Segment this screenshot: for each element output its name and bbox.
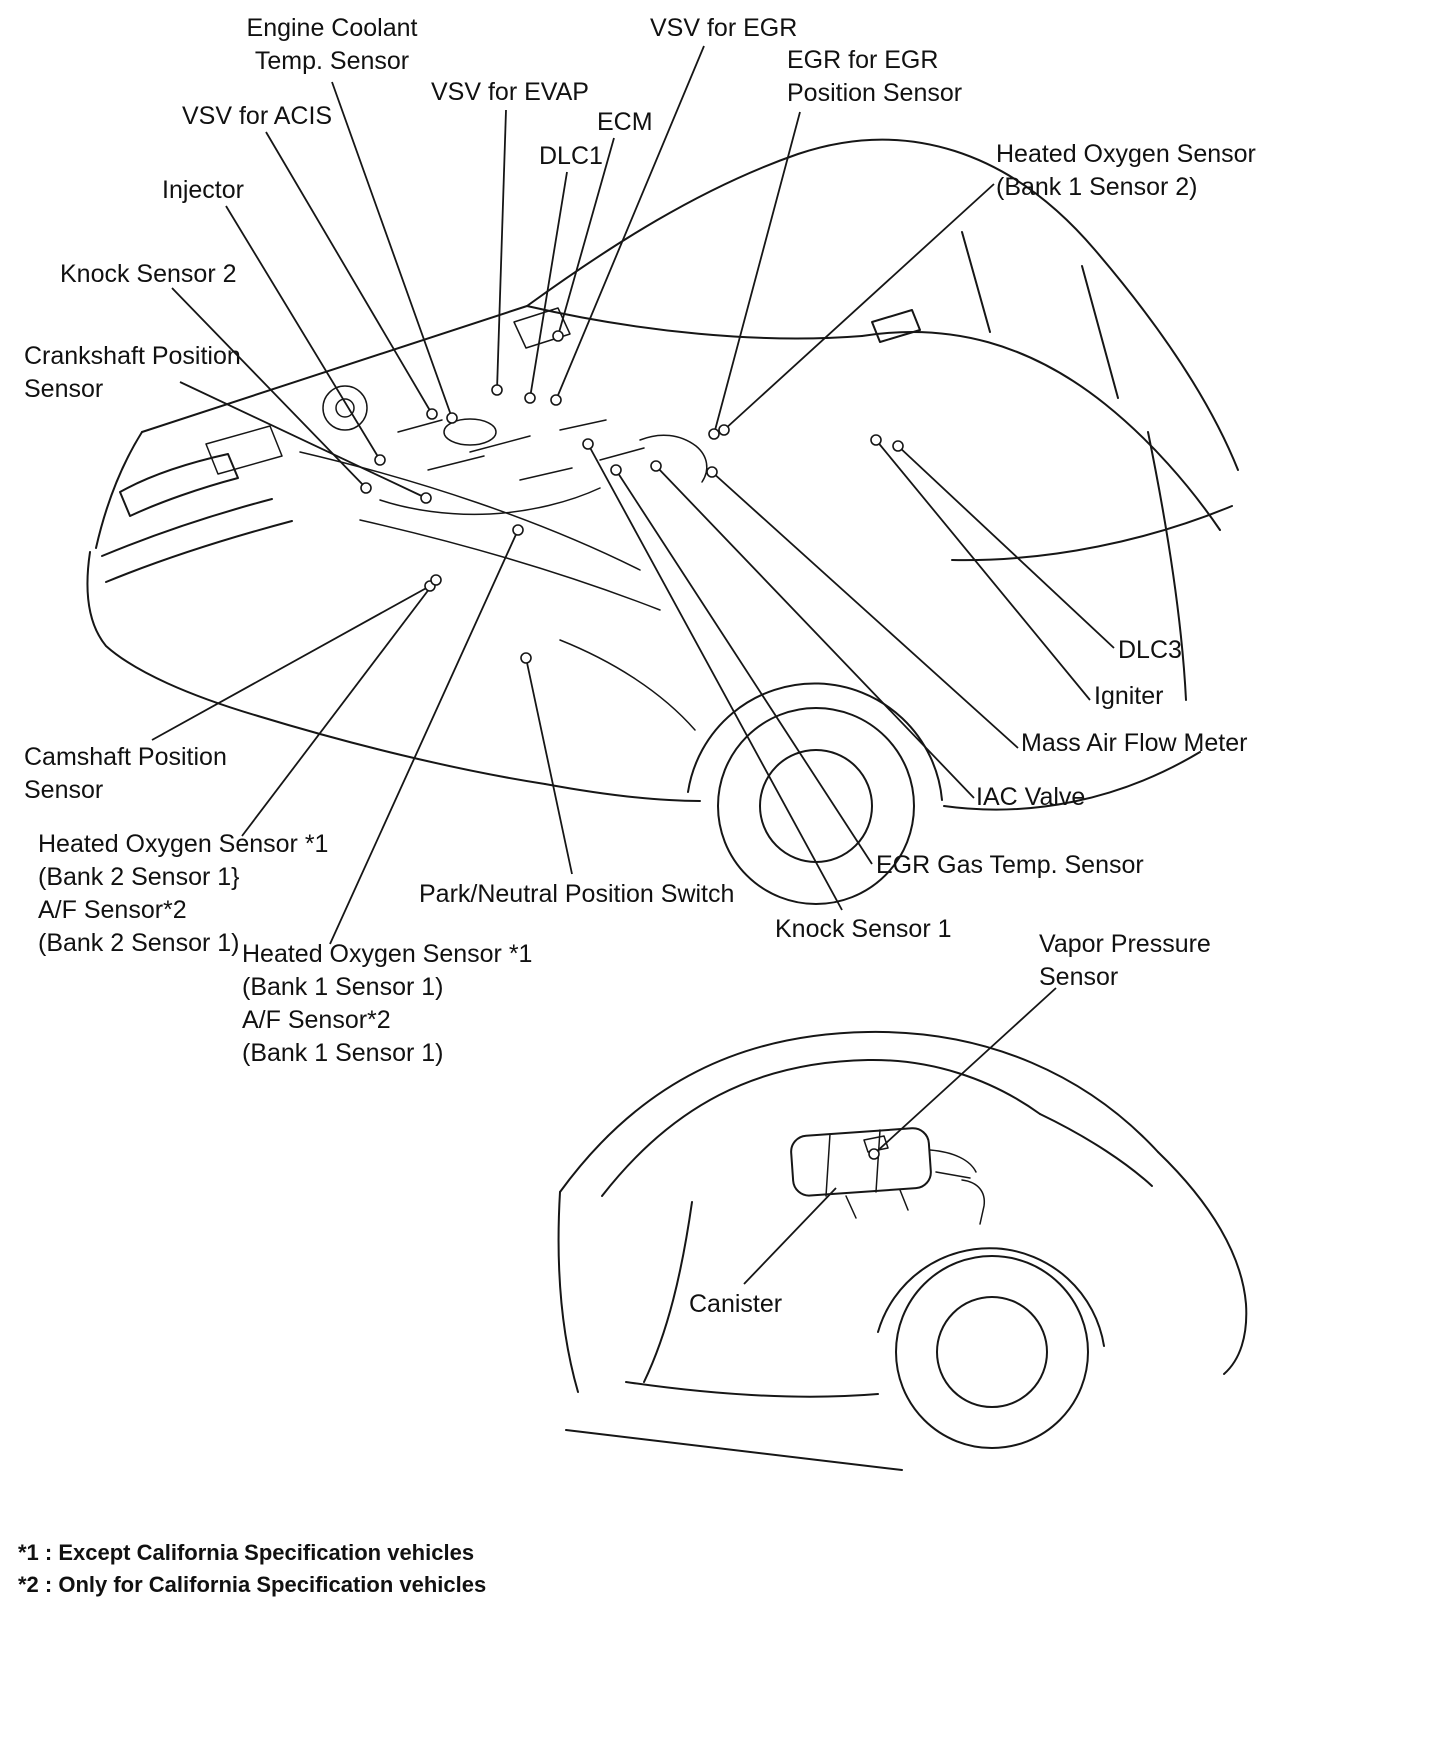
label-line: Heated Oxygen Sensor *1 <box>242 940 533 968</box>
label-line: Knock Sensor 2 <box>60 260 237 288</box>
label-line: (Bank 2 Sensor 1) <box>38 929 240 957</box>
label-ecm <box>597 106 653 139</box>
leader-park-neutral-switch <box>526 658 572 874</box>
label-camshaft-position-sensor <box>24 741 227 807</box>
component-marker <box>513 525 523 535</box>
component-marker <box>583 439 593 449</box>
label-line: A/F Sensor*2 <box>242 1006 391 1034</box>
leader-egr-position-sensor <box>714 112 800 434</box>
leader-vapor-pressure-sensor <box>874 988 1056 1154</box>
label-line: Camshaft Position <box>24 743 227 771</box>
leader-heated-o2-b2s1 <box>242 580 436 836</box>
label-knock-sensor-2 <box>60 258 237 291</box>
component-marker <box>869 1149 879 1159</box>
label-line: Vapor Pressure <box>1039 930 1211 958</box>
label-crankshaft-position-sensor <box>24 340 241 406</box>
label-knock-sensor-1 <box>775 913 952 946</box>
label-mass-air-flow-meter <box>1021 727 1247 760</box>
label-injector <box>162 174 244 207</box>
label-line: (Bank 1 Sensor 2) <box>996 173 1198 201</box>
component-marker <box>447 413 457 423</box>
leader-heated-o2-b1s2 <box>724 184 994 430</box>
component-marker <box>651 461 661 471</box>
component-marker <box>375 455 385 465</box>
component-marker <box>893 441 903 451</box>
label-heated-oxygen-sensor-bank1-sensor1 <box>242 938 532 1070</box>
label-heated-oxygen-sensor-bank1-sensor2 <box>996 138 1256 204</box>
label-line: Igniter <box>1094 682 1164 710</box>
label-line: Sensor <box>1039 963 1119 991</box>
label-line: Park/Neutral Position Switch <box>419 880 735 908</box>
label-line: Injector <box>162 176 244 204</box>
label-line: Canister <box>689 1290 783 1318</box>
leader-vsv-for-acis <box>266 132 432 414</box>
leader-dlc1 <box>530 172 567 398</box>
label-line: Position Sensor <box>787 79 963 107</box>
label-engine-coolant-temp-sensor <box>246 12 418 78</box>
label-line: (Bank 2 Sensor 1} <box>38 863 240 891</box>
label-line: Temp. Sensor <box>254 47 410 75</box>
label-park-neutral-position-switch <box>419 878 734 911</box>
label-egr-for-egr-position-sensor <box>787 44 962 110</box>
label-line: DLC3 <box>1118 636 1182 664</box>
label-line: VSV for ACIS <box>182 102 333 130</box>
label-line: VSV for EVAP <box>431 78 589 106</box>
component-marker <box>521 653 531 663</box>
label-line: A/F Sensor*2 <box>38 896 187 924</box>
leader-mass-air-flow-meter <box>712 472 1018 748</box>
leader-canister <box>744 1188 836 1284</box>
leader-vsv-for-evap <box>497 110 506 390</box>
leader-egr-gas-temp-sensor <box>616 470 872 864</box>
label-egr-gas-temp-sensor <box>876 849 1144 882</box>
label-line: VSV for EGR <box>650 14 798 42</box>
label-line: (Bank 1 Sensor 1) <box>242 973 444 1001</box>
leader-knock-sensor-1 <box>588 444 842 910</box>
component-marker <box>719 425 729 435</box>
label-line: Mass Air Flow Meter <box>1021 729 1248 757</box>
component-marker <box>707 467 717 477</box>
label-line: Sensor <box>24 776 104 804</box>
label-line: (Bank 1 Sensor 1) <box>242 1039 444 1067</box>
component-marker <box>553 331 563 341</box>
label-canister <box>689 1288 782 1321</box>
component-marker <box>709 429 719 439</box>
leader-dlc3 <box>898 446 1114 648</box>
label-iac-valve <box>976 781 1085 814</box>
label-line: EGR Gas Temp. Sensor <box>876 851 1144 879</box>
footnote-1: *1 : Except California Specification vehicles <box>18 1540 475 1565</box>
label-vsv-for-evap <box>431 76 589 109</box>
label-dlc3 <box>1118 634 1182 667</box>
label-line: Knock Sensor 1 <box>775 915 952 943</box>
leader-lines <box>152 46 1114 1284</box>
component-marker <box>361 483 371 493</box>
component-marker <box>431 575 441 585</box>
component-marker <box>551 395 561 405</box>
component-marker <box>871 435 881 445</box>
component-marker <box>611 465 621 475</box>
label-line: EGR for EGR <box>787 46 939 74</box>
component-marker <box>525 393 535 403</box>
label-line: ECM <box>597 108 653 136</box>
label-line: IAC Valve <box>976 783 1086 811</box>
label-vapor-pressure-sensor <box>1039 928 1211 994</box>
component-marker <box>492 385 502 395</box>
rear-car-illustration <box>559 1032 1247 1470</box>
label-igniter <box>1094 680 1163 713</box>
label-vsv-for-acis <box>182 100 332 133</box>
label-line: DLC1 <box>539 142 603 170</box>
component-marker <box>421 493 431 503</box>
footnote-2: *2 : Only for California Specification vehicles <box>18 1572 487 1597</box>
label-line: Heated Oxygen Sensor *1 <box>38 830 329 858</box>
label-line: Heated Oxygen Sensor <box>996 140 1256 168</box>
leader-camshaft-position <box>152 586 430 740</box>
engine-bay-detail <box>206 308 707 514</box>
label-dlc1 <box>539 140 603 173</box>
label-vsv-for-egr <box>650 12 797 45</box>
label-line: Engine Coolant <box>246 14 418 42</box>
component-marker <box>427 409 437 419</box>
label-line: Sensor <box>24 375 104 403</box>
label-line: Crankshaft Position <box>24 342 241 370</box>
leader-engine-coolant-temp-sensor <box>332 82 452 418</box>
leader-igniter <box>876 440 1090 700</box>
